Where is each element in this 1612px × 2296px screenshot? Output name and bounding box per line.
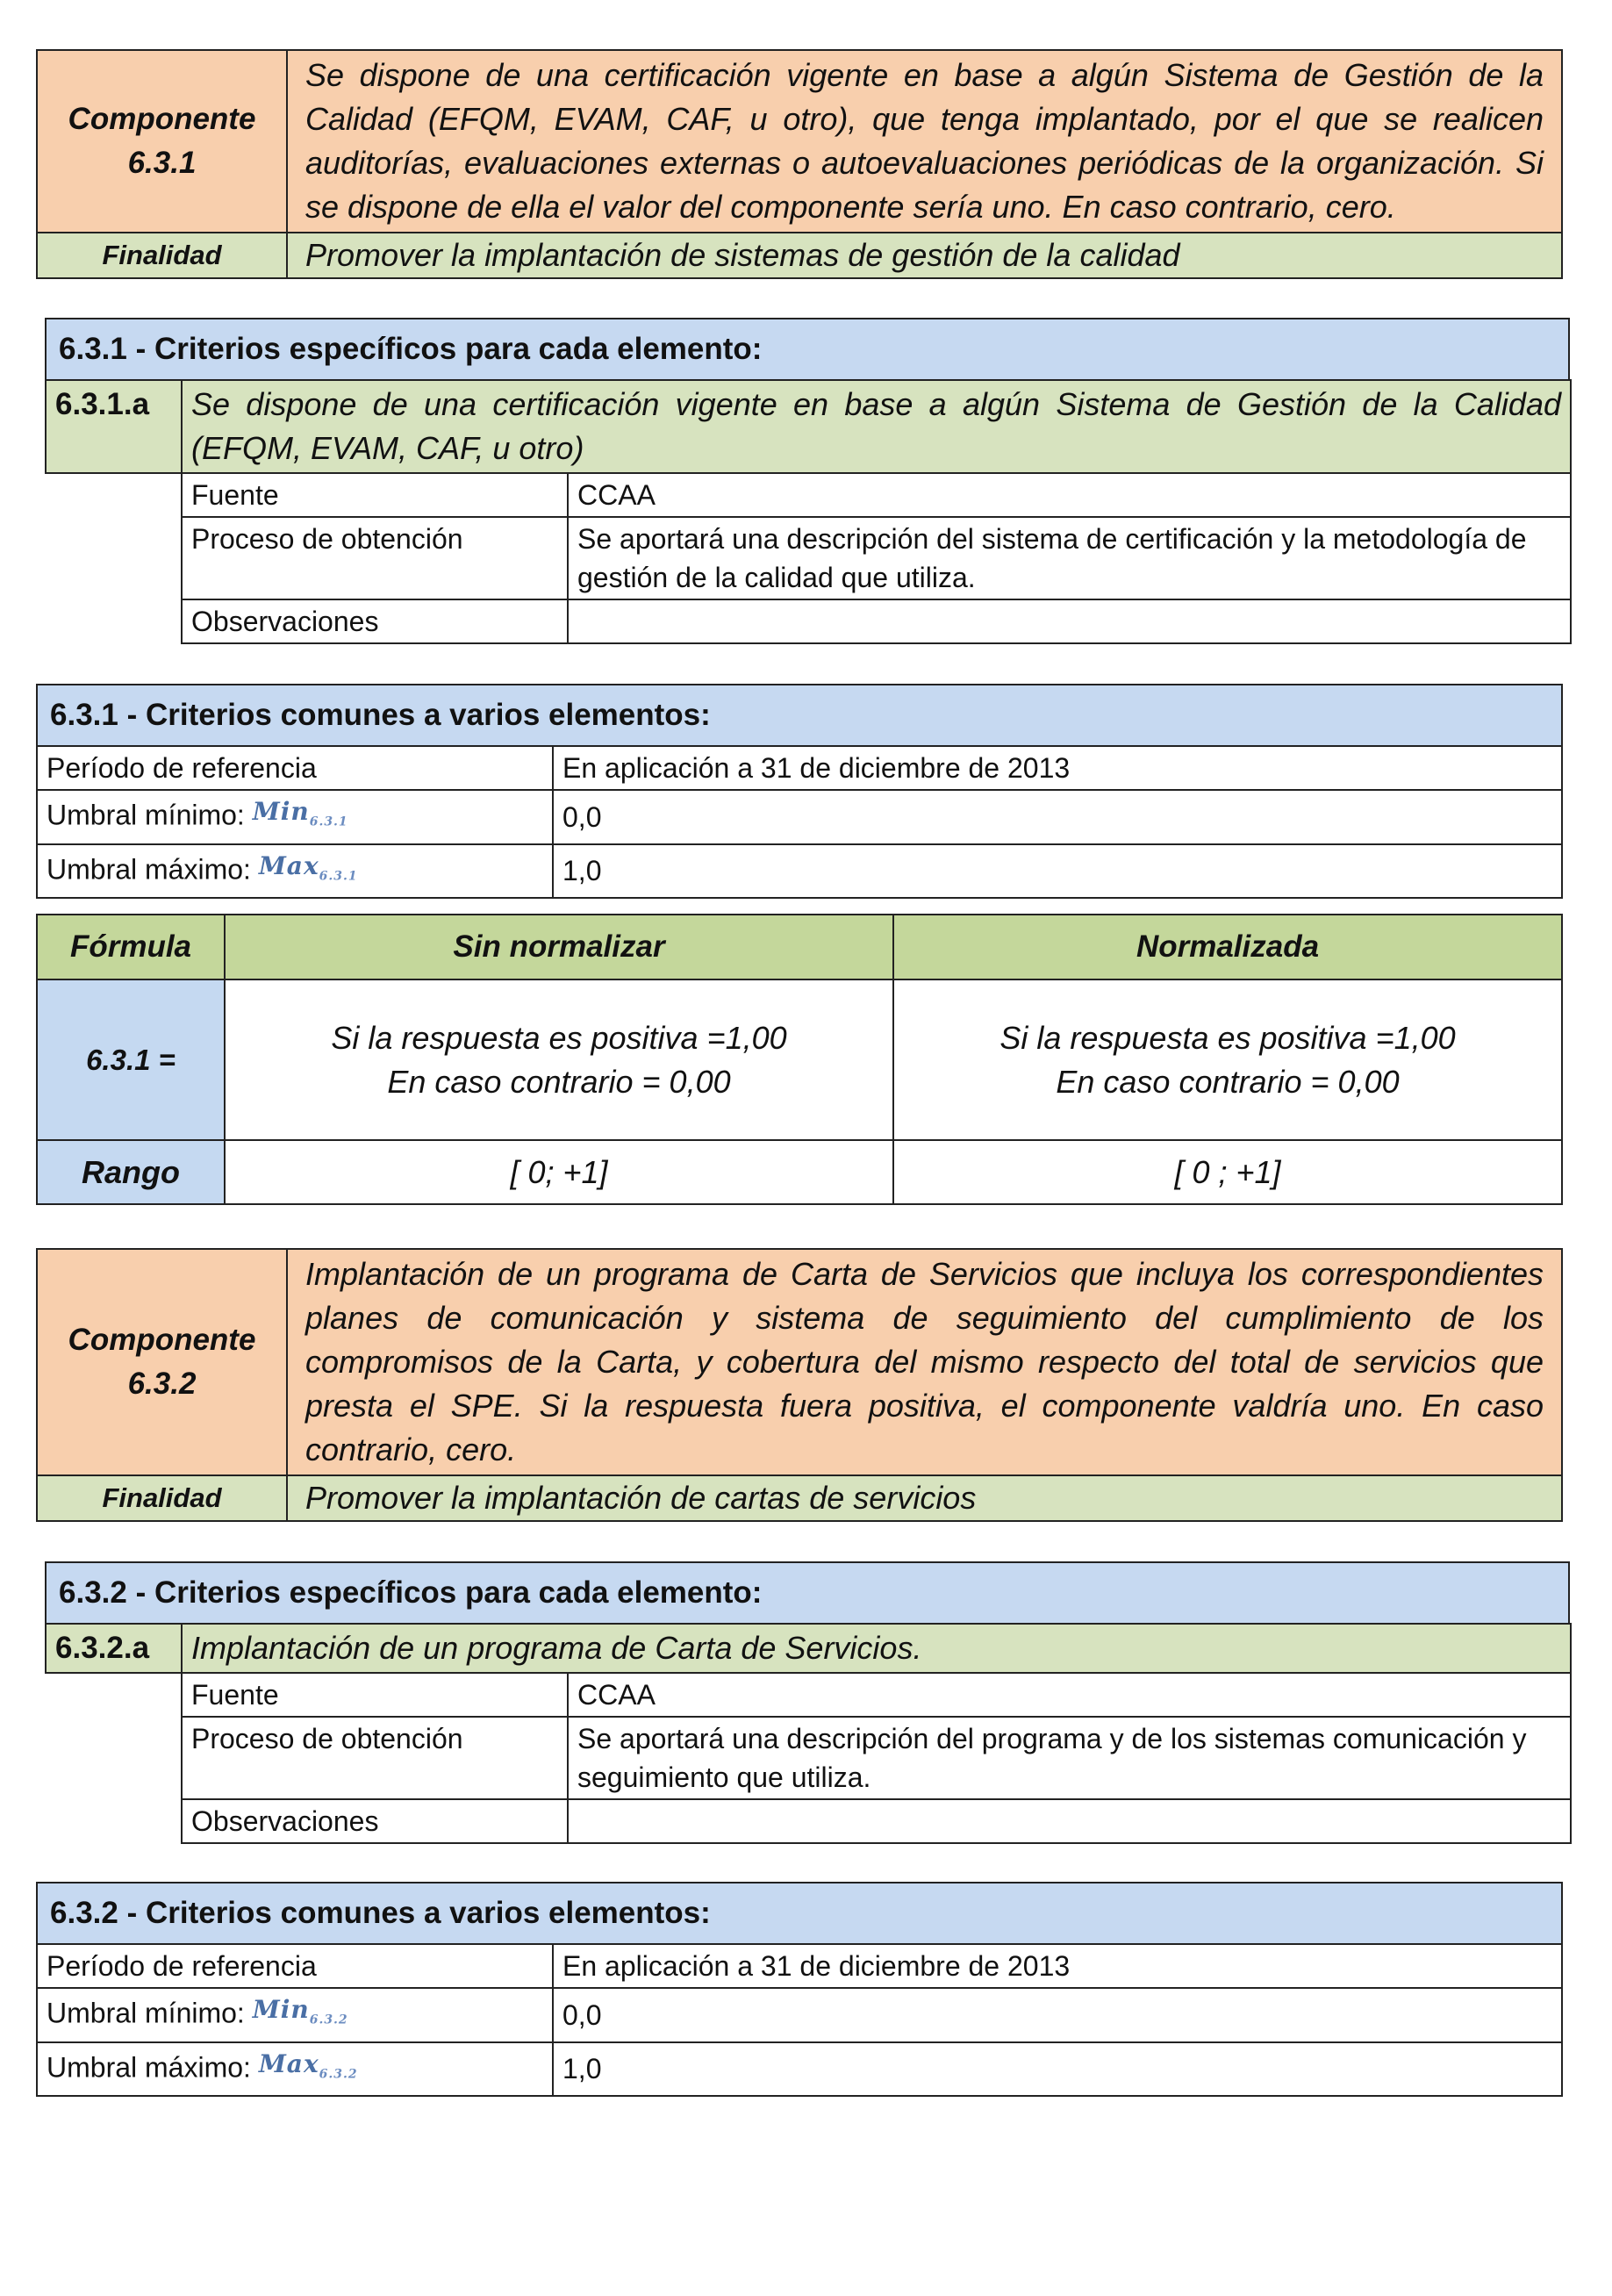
detail-value: Se aportará una descripción del programa y de los sistemas comunicación y seguimiento que utiliza. — [568, 1717, 1571, 1799]
criteria-label-text: Umbral máximo: — [47, 2050, 251, 2083]
detail-value — [568, 599, 1571, 643]
max-symbol — [259, 2045, 358, 2094]
criteria-label-text: Umbral mínimo: — [47, 799, 245, 831]
formula-block — [36, 914, 1561, 1205]
element-description: Implantación de un programa de Carta de Servicios. — [182, 1624, 1571, 1673]
component-word: Componente — [68, 102, 256, 136]
criteria-row — [37, 1944, 1562, 1988]
detail-row — [182, 473, 1571, 517]
detail-row — [182, 517, 1571, 599]
element-label: 6.3.1.a — [46, 380, 182, 473]
element-details-table — [181, 472, 1572, 644]
specific-header-table — [45, 318, 1570, 381]
criteria-label — [37, 1988, 553, 2042]
detail-label: Proceso de obtención — [182, 1717, 568, 1799]
max-symbol — [259, 847, 358, 896]
symbol-subscript: 6.3.1 — [309, 814, 348, 829]
criteria-value: En aplicación a 31 de diciembre de 2013 — [553, 1944, 1562, 1988]
component-word: Componente — [68, 1323, 256, 1357]
detail-value: CCAA — [568, 1673, 1571, 1717]
finalidad-label: Finalidad — [37, 1475, 287, 1521]
specific-criteria-header: 6.3.2 - Criterios específicos para cada elemento: — [46, 1562, 1569, 1624]
common-criteria-table — [36, 1882, 1563, 2097]
normalizada-header: Normalizada — [893, 915, 1562, 979]
specific-criteria-header: 6.3.1 - Criterios específicos para cada elemento: — [46, 319, 1569, 380]
criteria-value: 1,0 — [553, 844, 1562, 899]
specific-criteria-6-3-1 — [45, 318, 1570, 644]
formula-line: En caso contrario = 0,00 — [1056, 1063, 1400, 1100]
criteria-row — [37, 746, 1562, 790]
component-number: 6.3.2 — [127, 1367, 197, 1401]
detail-label: Observaciones — [182, 1799, 568, 1843]
rango-sin-normalizar: [ 0; +1] — [225, 1140, 893, 1204]
symbol-subscript: 6.3.2 — [309, 2013, 348, 2027]
criteria-label — [37, 2042, 553, 2097]
element-description: Se dispone de una certificación vigente en base a algún Sistema de Gestión de la Calidad (EFQM, EVAM, CAF, u otro) — [182, 380, 1571, 473]
detail-value: Se aportará una descripción del sistema de certificación y la metodología de gestión de la calidad que utiliza. — [568, 517, 1571, 599]
component-description: Implantación de un programa de Carta de Servicios que incluya los correspondientes planes de comunicación y sistema de seguimiento del cumplimiento de los compromisos de la Carta, y cobertura del mismo respecto del total de servicios que presta el SPE. Si la respuesta fuera positiva, el componente valdría uno. En caso contrario, cero. — [287, 1249, 1562, 1475]
criteria-label — [37, 844, 553, 899]
element-label: 6.3.2.a — [46, 1624, 182, 1673]
component-label — [37, 1249, 287, 1475]
formula-line: Si la respuesta es positiva =1,00 — [331, 1019, 787, 1056]
criteria-row — [37, 1988, 1562, 2042]
symbol-subscript: 6.3.2 — [319, 2067, 358, 2082]
component-6-3-1-block — [36, 49, 1561, 279]
criteria-value: 0,0 — [553, 1988, 1562, 2042]
common-criteria-header: 6.3.2 - Criterios comunes a varios elementos: — [37, 1883, 1562, 1944]
element-table — [45, 379, 1572, 474]
detail-value — [568, 1799, 1571, 1843]
element-table — [45, 1623, 1572, 1674]
detail-row — [182, 1673, 1571, 1717]
detail-row — [182, 1799, 1571, 1843]
min-symbol — [253, 793, 348, 842]
criteria-label — [37, 746, 553, 790]
component-description: Se dispone de una certificación vigente en base a algún Sistema de Gestión de la Calidad (EFQM, EVAM, CAF, u otro), que tenga implantado, por el que se realicen auditorías, evaluaciones externas o autoevaluaciones periódicas de la organización. Si se dispone de ella el valor del componente sería uno. En caso contrario, cero. — [287, 50, 1562, 233]
criteria-value: En aplicación a 31 de diciembre de 2013 — [553, 746, 1562, 790]
detail-row — [182, 599, 1571, 643]
common-criteria-header: 6.3.1 - Criterios comunes a varios elementos: — [37, 685, 1562, 746]
finalidad-label: Finalidad — [37, 233, 287, 278]
symbol-text: Max — [258, 2048, 319, 2078]
detail-label: Observaciones — [182, 599, 568, 643]
finalidad-text: Promover la implantación de sistemas de gestión de la calidad — [287, 233, 1562, 278]
criteria-row — [37, 790, 1562, 844]
sin-normalizar-header: Sin normalizar — [225, 915, 893, 979]
common-criteria-6-3-1 — [36, 684, 1561, 899]
symbol-text: Max — [258, 850, 319, 880]
component-table — [36, 1248, 1563, 1522]
criteria-row — [37, 2042, 1562, 2097]
component-label — [37, 50, 287, 233]
specific-criteria-6-3-2 — [45, 1561, 1570, 1844]
formula-label: 6.3.1 = — [37, 979, 225, 1140]
component-number: 6.3.1 — [127, 146, 197, 180]
detail-value: CCAA — [568, 473, 1571, 517]
criteria-label-text: Umbral mínimo: — [47, 1997, 245, 2029]
criteria-row — [37, 844, 1562, 899]
min-symbol — [253, 1991, 348, 2040]
component-table — [36, 49, 1563, 279]
criteria-label-text: Período de referencia — [47, 1950, 317, 1982]
detail-label: Fuente — [182, 473, 568, 517]
detail-row — [182, 1717, 1571, 1799]
criteria-label — [37, 790, 553, 844]
criteria-value: 1,0 — [553, 2042, 1562, 2097]
criteria-value: 0,0 — [553, 790, 1562, 844]
rango-label: Rango — [37, 1140, 225, 1204]
symbol-text: Min — [252, 797, 310, 826]
formula-line: En caso contrario = 0,00 — [387, 1063, 731, 1100]
symbol-text: Min — [252, 1995, 310, 2024]
criteria-label-text: Período de referencia — [47, 752, 317, 784]
formula-sin-normalizar — [225, 979, 893, 1140]
formula-line: Si la respuesta es positiva =1,00 — [999, 1019, 1456, 1056]
criteria-label — [37, 1944, 553, 1988]
criteria-label-text: Umbral máximo: — [47, 852, 251, 885]
detail-label: Proceso de obtención — [182, 517, 568, 599]
formula-table — [36, 914, 1563, 1205]
formula-column-header: Fórmula — [37, 915, 225, 979]
formula-normalizada — [893, 979, 1562, 1140]
common-criteria-table — [36, 684, 1563, 899]
component-6-3-2-block — [36, 1248, 1561, 1522]
rango-normalizada: [ 0 ; +1] — [893, 1140, 1562, 1204]
common-criteria-6-3-2 — [36, 1882, 1561, 2097]
specific-header-table — [45, 1561, 1570, 1625]
symbol-subscript: 6.3.1 — [319, 869, 358, 884]
detail-label: Fuente — [182, 1673, 568, 1717]
element-details-table — [181, 1672, 1572, 1844]
finalidad-text: Promover la implantación de cartas de servicios — [287, 1475, 1562, 1521]
